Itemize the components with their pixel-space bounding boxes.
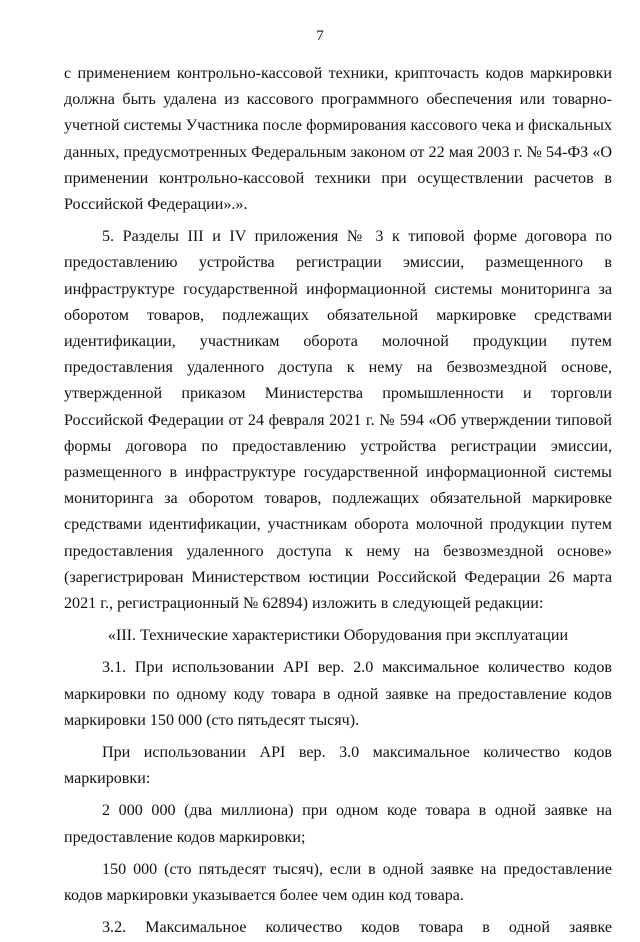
paragraph-3-1: 3.1. При использовании API вер. 2.0 максимальное количество кодов маркировки по одному коду товара в одной заявке на предоставление кодов маркировки 150 000 (сто пятьдесят тысяч).	[64, 659, 612, 729]
paragraph-150000: 150 000 (сто пятьдесят тысяч), если в одной заявке на предоставление кодов маркировки указывается более чем один код товара.	[64, 860, 612, 905]
paragraph-3-2: 3.2. Максимальное количество кодов товара в одной заявке	[102, 919, 612, 937]
document-body	[64, 61, 612, 942]
paragraph-item-5: 5. Разделы III и IV приложения № 3 к типовой форме договора по предоставлению устройства регистрации эмиссии, размещенного в инфраструктуре государственной информационной системы мониторинга за оборотом товаров, подлежащих обязательной маркировке средствами идентификации, участникам оборота молочной продукции путем предоставления удаленного доступа к нему на безвозмездной основе, утвержденной приказом Министерства промышленности и торговли Российской Федерации от 24 февраля 2021 г. № 594 «Об утверждении типовой формы договора по предоставлению устройства регистрации эмиссии, размещенного в инфраструктуре государственной информационной системы мониторинга за оборотом товаров, подлежащих обязательной маркировке средствами идентификации, участникам оборота молочной продукции путем предоставления удаленного доступа к нему на безвозмездной основе» (зарегистрирован Министерством юстиции Российской Федерации 26 марта 2021 г., регистрационный № 62894) изложить в следующей редакции:	[64, 228, 612, 613]
paragraph-continuation-kkt: с применением контрольно-кассовой техники, крипточасть кодов маркировки должна быть удалена из кассового программного обеспечения или товарно-учетной системы Участника после формирования кассового чека и фискальных данных, предусмотренных Федеральным законом от 22 мая 2003 г. № 54-ФЗ «О применении контрольно-кассовой техники при осуществлении расчетов в Российской Федерации».».	[64, 65, 612, 214]
page-number: 7	[316, 28, 324, 44]
section-heading-iii: «III. Технические характеристики Оборудования при эксплуатации	[107, 627, 569, 645]
paragraph-two-million: 2 000 000 (два миллиона) при одном коде товара в одной заявке на предоставление кодов маркировки;	[64, 802, 612, 846]
paragraph-api-v3: При использовании API вер. 3.0 максимальное количество кодов маркировки:	[64, 744, 612, 788]
